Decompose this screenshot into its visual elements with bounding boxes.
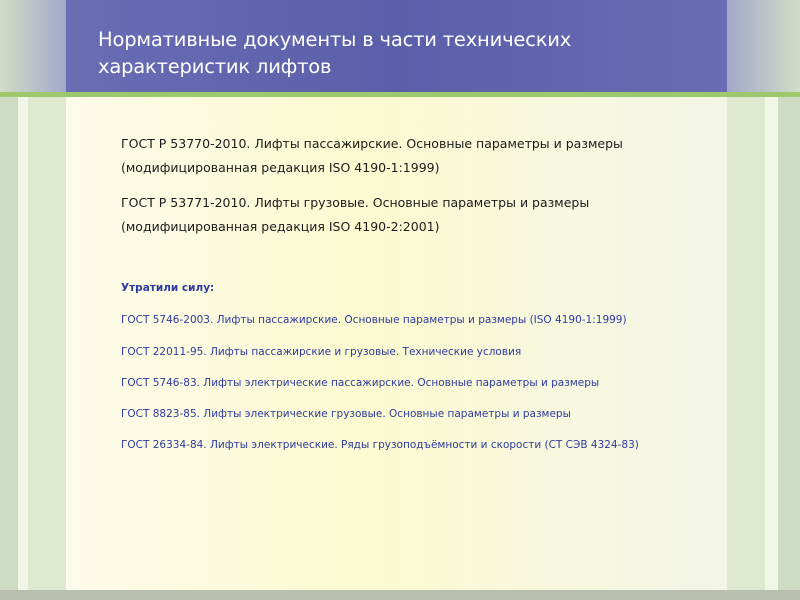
obsolete-item: ГОСТ 26334-84. Лифты электрические. Ряды грузоподъёмности и скорости (СТ СЭВ 4324-83) — [121, 439, 639, 451]
header-left-fade — [0, 0, 66, 92]
obsolete-item: ГОСТ 5746-83. Лифты электрические пассажирские. Основные параметры и размеры — [121, 377, 600, 389]
document-note: (модифицированная редакция ISO 4190-2:2001) — [121, 219, 440, 234]
obsolete-heading: Утратили силу: — [121, 282, 215, 294]
document-title: ГОСТ Р 53771-2010. Лифты грузовые. Основные параметры и размеры — [121, 195, 590, 210]
document-note: (модифицированная редакция ISO 4190-1:1999) — [121, 160, 440, 175]
obsolete-item: ГОСТ 22011-95. Лифты пассажирские и грузовые. Технические условия — [121, 346, 522, 358]
document-entry — [121, 132, 681, 180]
bottom-strip — [0, 590, 800, 600]
document-title: ГОСТ Р 53770-2010. Лифты пассажирские. Основные параметры и размеры — [121, 136, 623, 151]
header-right-fade — [727, 0, 800, 92]
slide-title: Нормативные документы в части технических характеристик лифтов — [98, 28, 572, 78]
obsolete-item: ГОСТ 5746-2003. Лифты пассажирские. Основные параметры и размеры (ISO 4190-1:1999) — [121, 314, 627, 326]
document-entry — [121, 191, 681, 239]
obsolete-item: ГОСТ 8823-85. Лифты электрические грузовые. Основные параметры и размеры — [121, 408, 571, 420]
header-separator-line — [0, 92, 800, 97]
